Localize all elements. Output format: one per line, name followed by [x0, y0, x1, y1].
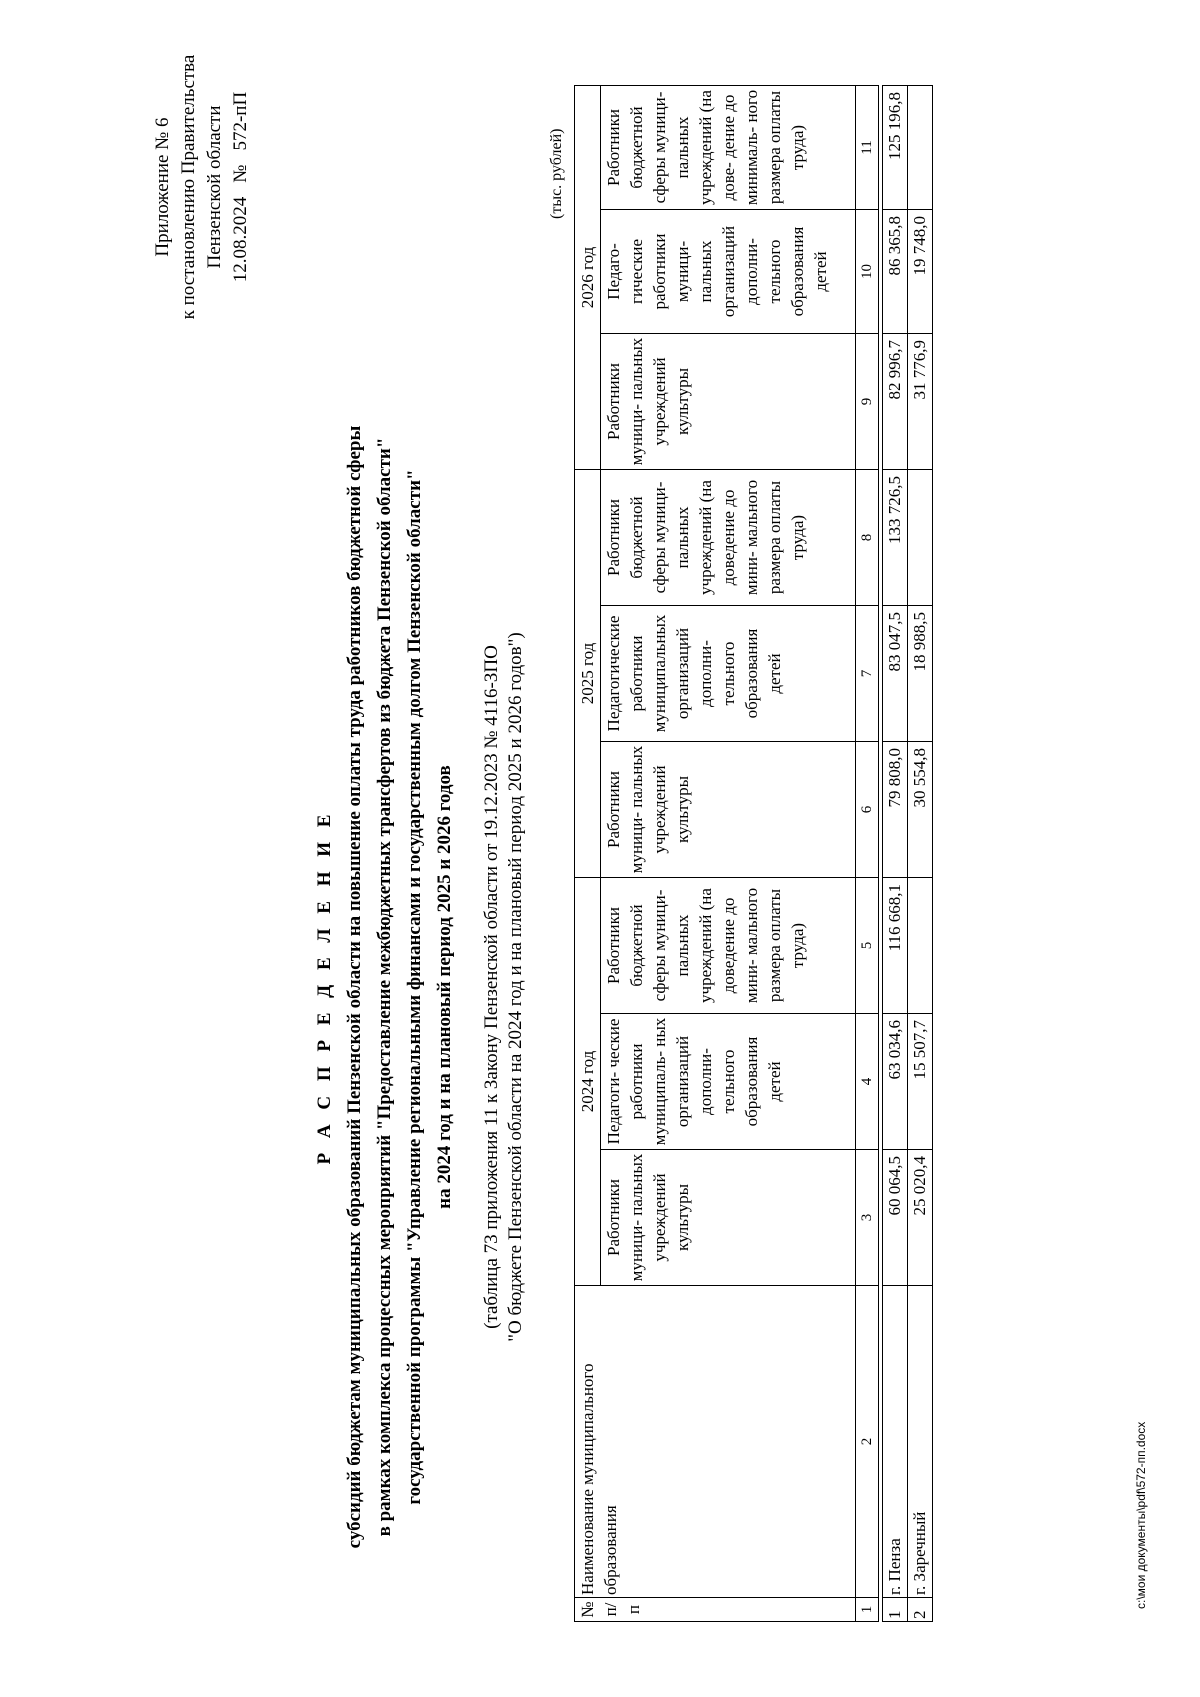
table-row [908, 86, 933, 1622]
row-value: 86 365,8 [883, 210, 908, 334]
title-line4: на 2024 год и на плановый период 2025 и 2026 годов [434, 765, 455, 1209]
column-number: 4 [856, 1014, 879, 1150]
column-number: 8 [856, 470, 879, 606]
file-path-footer: c:\мои документы\pdf\572-пп.docx [1134, 1421, 1148, 1609]
row-value: 125 196,8 [883, 86, 908, 210]
document-title [310, 347, 460, 1627]
title-heading: Р А С П Р Е Д Е Л Е Н И Е [314, 809, 335, 1165]
row-name: г. Заречный [908, 1286, 933, 1598]
row-value: 30 554,8 [908, 742, 933, 878]
title-line1: субсидий бюджетам муниципальных образований Пензенской области на повышение оплаты труда работников бюджетной сферы [344, 425, 365, 1549]
row-value [908, 878, 933, 1014]
appendix-line1: Приложение № 6 [152, 117, 173, 257]
table-row [883, 86, 908, 1622]
column-number: 1 [856, 1598, 879, 1622]
appendix-block [150, 37, 254, 337]
row-value: 83 047,5 [883, 606, 908, 742]
header-year-2024: 2024 год [575, 878, 601, 1286]
subheader: Педаго- гические работники муници- пальных организаций дополни- тельного образования детей [601, 210, 856, 334]
row-value: 79 808,0 [883, 742, 908, 878]
unit-label: (тыс. рублей) [548, 128, 565, 219]
row-number: 2 [908, 1598, 933, 1622]
appendix-date: 12.08.2024 [230, 196, 251, 283]
subheader: Педагоги- ческие работники муниципаль- ных организаций дополни- тельного образования детей [601, 1014, 856, 1150]
subheader: Работники муници- пальных учреждений культуры [601, 742, 856, 878]
row-value: 19 748,0 [908, 210, 933, 334]
appendix-line2: к постановлению Правительства [178, 54, 199, 320]
appendix-number: 572-пП [230, 91, 251, 151]
subheader: Работники муници- пальных учреждений культуры [601, 1150, 856, 1286]
column-number-row [856, 86, 879, 1622]
subheader: Работники бюджетной сферы муници- пальных учреждений (на дове- дение до минималь- ного размера оплаты труда) [601, 86, 856, 210]
row-number: 1 [883, 1598, 908, 1622]
row-value: 116 668,1 [883, 878, 908, 1014]
row-value [908, 470, 933, 606]
source-line2: "О бюджете Пензенской области на 2024 год и на плановый период 2025 и 2026 годов") [505, 632, 526, 1342]
header-no: № п/п [575, 1598, 856, 1622]
column-number: 3 [856, 1150, 879, 1286]
subheader: Работники бюджетной сферы муници- пальных учреждений (на доведение до мини- мального размера оплаты труда) [601, 878, 856, 1014]
column-number: 9 [856, 334, 879, 470]
header-name: Наименование муниципального образования [575, 1286, 856, 1598]
appendix-line3: Пензенской области [204, 105, 225, 269]
row-value: 60 064,5 [883, 1150, 908, 1286]
row-value: 31 776,9 [908, 334, 933, 470]
row-name: г. Пенза [883, 1286, 908, 1598]
title-line3: государственной программы "Управление региональными финансами и государственным долгом Пензенской области" [404, 469, 425, 1505]
distribution-table [574, 85, 933, 1622]
header-year-2026: 2026 год [575, 86, 601, 470]
column-number: 2 [856, 1286, 879, 1598]
appendix-number-label: № [230, 164, 251, 183]
row-value [908, 86, 933, 210]
row-value: 133 726,5 [883, 470, 908, 606]
subheader: Работники муници- пальных учреждений культуры [601, 334, 856, 470]
column-number: 6 [856, 742, 879, 878]
column-number: 5 [856, 878, 879, 1014]
appendix-date-number [228, 37, 254, 337]
subheader: Педагогические работники муниципальных организаций дополни- тельного образования детей [601, 606, 856, 742]
header-year-2025: 2025 год [575, 470, 601, 878]
title-line2: в рамках комплекса процессных мероприятий "Предоставление межбюджетных трансфертов из бюджета Пензенской области" [374, 437, 395, 1537]
source-reference [480, 347, 528, 1627]
column-number: 7 [856, 606, 879, 742]
subheader: Работники бюджетной сферы муници- пальных учреждений (на доведение до мини- мального размера оплаты труда) [601, 470, 856, 606]
row-value: 18 988,5 [908, 606, 933, 742]
row-value: 25 020,4 [908, 1150, 933, 1286]
row-value: 82 996,7 [883, 334, 908, 470]
row-value: 15 507,7 [908, 1014, 933, 1150]
row-value: 63 034,6 [883, 1014, 908, 1150]
column-number: 10 [856, 210, 879, 334]
column-number: 11 [856, 86, 879, 210]
source-line1: (таблица 73 приложения 11 к Закону Пензенской области от 19.12.2023 № 4116-ЗПО [481, 645, 502, 1329]
